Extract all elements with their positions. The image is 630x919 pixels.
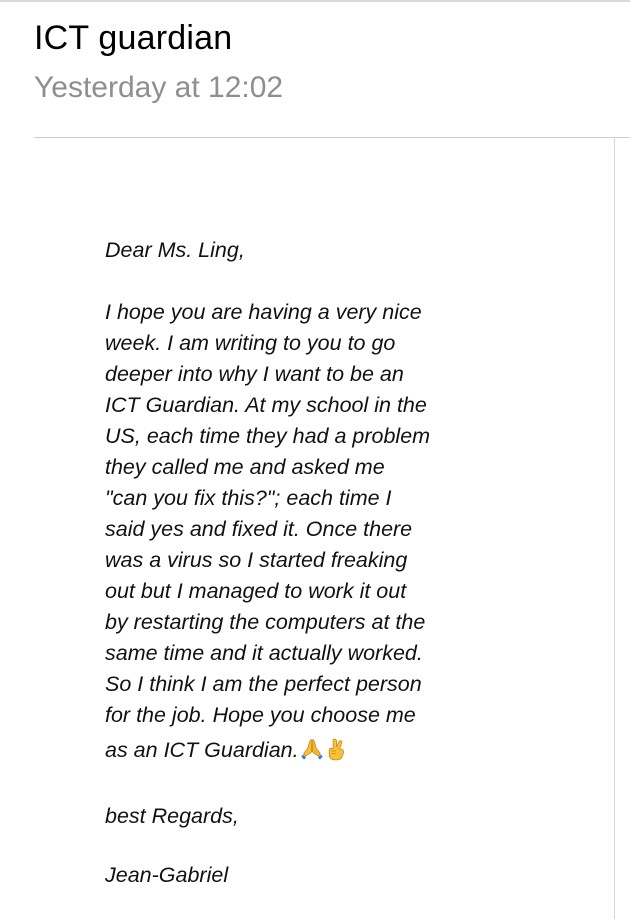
folded-hands-icon bbox=[300, 737, 324, 770]
top-border bbox=[0, 0, 630, 2]
body-line: US, each time they had a problem bbox=[105, 424, 431, 448]
body-line: ICT Guardian. At my school in the bbox=[105, 393, 427, 417]
body-line: said yes and fixed it. Once there bbox=[105, 517, 413, 541]
letter-signature: Jean-Gabriel bbox=[105, 863, 229, 887]
body-last-line-text: as an ICT Guardian. bbox=[105, 738, 299, 762]
email-timestamp: Yesterday at 12:02 bbox=[34, 71, 284, 104]
body-line: week. I am writing to you to go bbox=[105, 331, 396, 355]
body-line: I hope you are having a very nice bbox=[105, 300, 422, 324]
body-line: same time and it actually worked. bbox=[105, 641, 423, 665]
header-divider bbox=[34, 137, 630, 138]
email-subject: ICT guardian bbox=[34, 19, 233, 57]
body-line: deeper into why I want to be an bbox=[105, 362, 404, 386]
body-line: for the job. Hope you choose me bbox=[105, 703, 416, 727]
letter-main-paragraph bbox=[105, 297, 505, 770]
body-line: So I think I am the perfect person bbox=[105, 672, 422, 696]
letter-closing: best Regards, bbox=[105, 804, 239, 828]
message-right-border bbox=[614, 137, 615, 919]
body-line: they called me and asked me bbox=[105, 455, 385, 479]
body-line: by restarting the computers at the bbox=[105, 610, 426, 634]
body-line: was a virus so I started freaking bbox=[105, 548, 408, 572]
body-line: "can you fix this?"; each time I bbox=[105, 486, 392, 510]
email-header bbox=[34, 18, 630, 106]
crossed-fingers-icon bbox=[325, 737, 347, 770]
email-body bbox=[105, 235, 505, 891]
letter-greeting: Dear Ms. Ling, bbox=[105, 238, 245, 262]
body-last-line bbox=[105, 735, 505, 770]
body-line: out but I managed to work it out bbox=[105, 579, 407, 603]
